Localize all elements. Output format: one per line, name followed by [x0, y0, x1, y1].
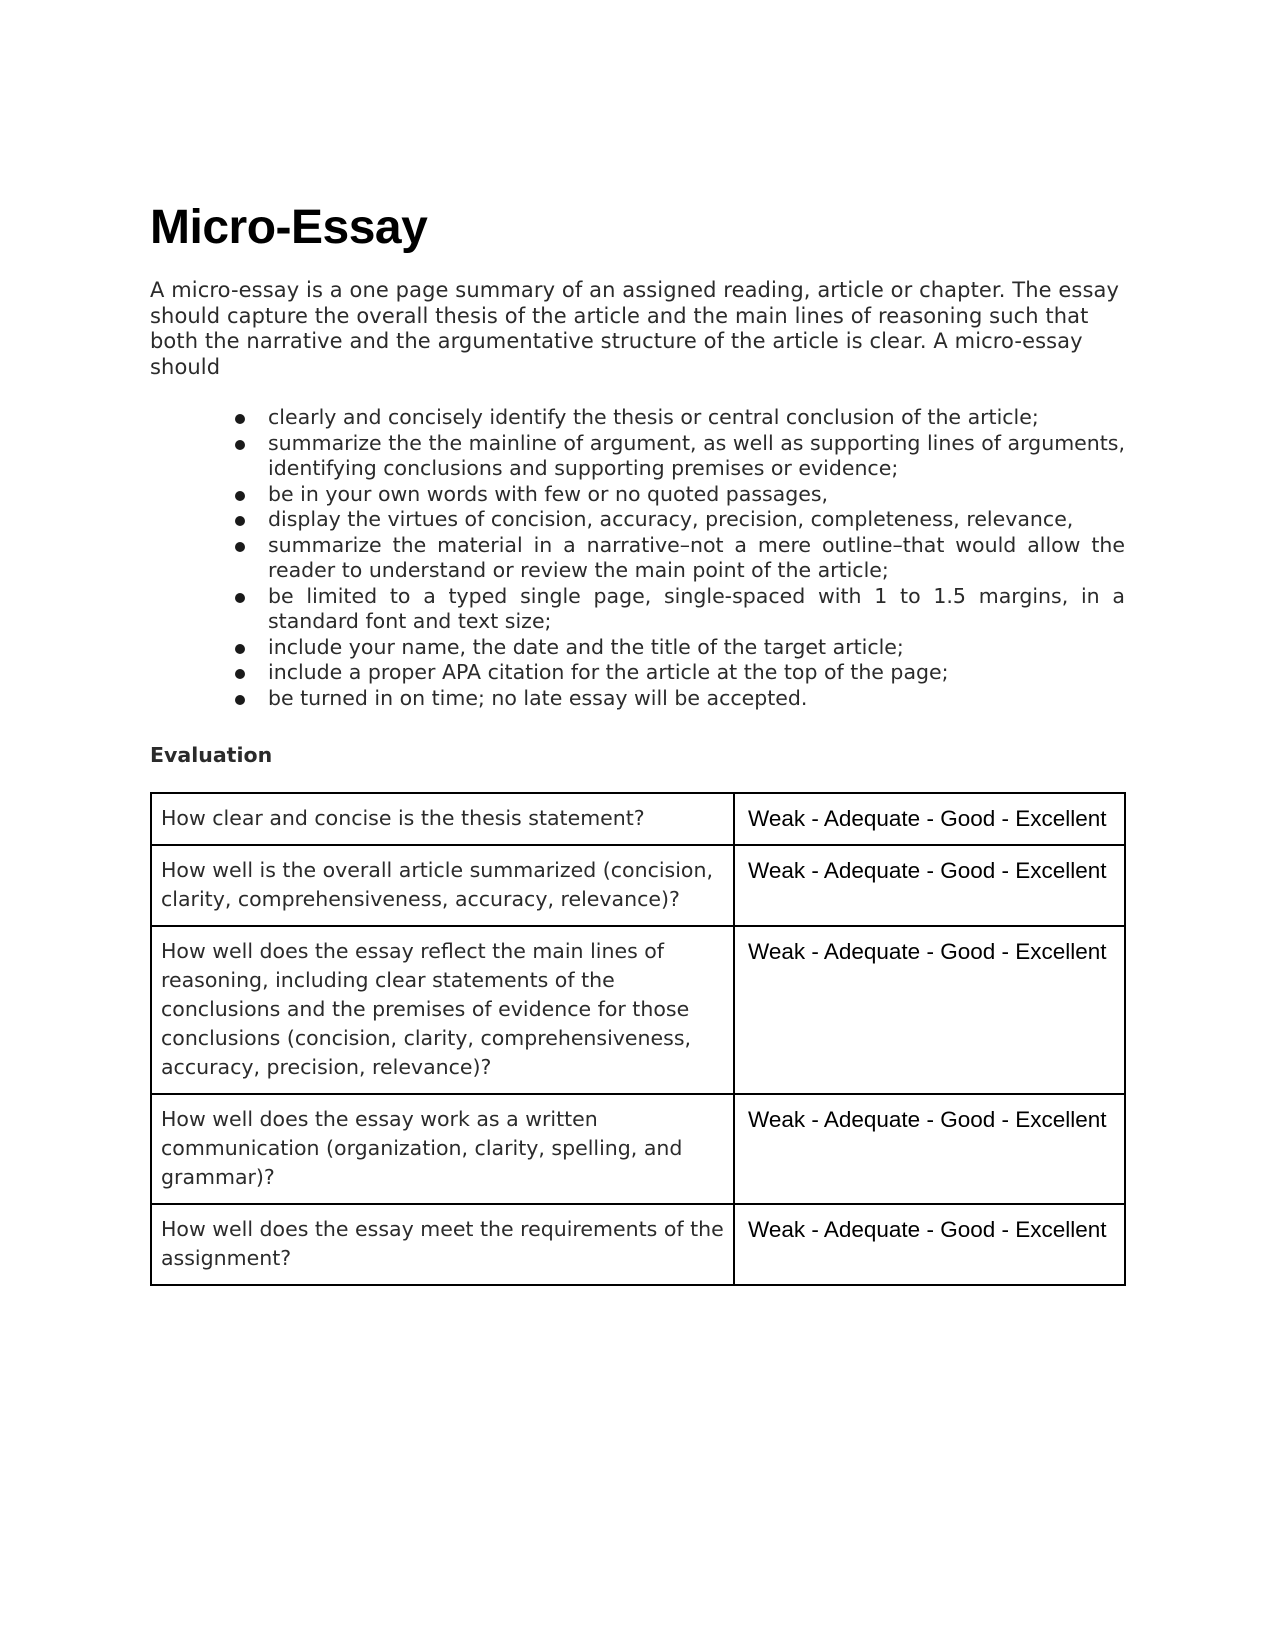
bullet-icon — [235, 695, 245, 705]
list-item-text: be turned in on time; no late essay will be accepted. — [268, 685, 808, 710]
list-item — [150, 686, 1125, 712]
table-row — [151, 793, 1125, 845]
bullet-icon — [235, 440, 245, 450]
list-item-text: include your name, the date and the title of the target article; — [268, 634, 904, 659]
table-row — [151, 1204, 1125, 1285]
evaluation-heading: Evaluation — [150, 743, 273, 767]
list-item — [150, 507, 1125, 533]
bullet-icon — [235, 491, 245, 501]
bullet-icon — [235, 542, 245, 552]
list-item — [150, 533, 1125, 584]
bullet-icon — [235, 593, 245, 603]
table-row — [151, 926, 1125, 1094]
intro-paragraph: A micro-essay is a one page summary of an assigned reading, article or chapter. The essay should capture the overall thesis of the article and the main lines of reasoning such that both the narrative and the argumentative structure of the article is clear. A micro-essay should — [150, 278, 1120, 379]
rating-scale: Weak - Adequate - Good - Excellent — [734, 926, 1125, 1094]
list-item-text: be limited to a typed single page, single-spaced with 1 to 1.5 margins, in a standard font and text size; — [268, 583, 1125, 633]
evaluation-question: How clear and concise is the thesis statement? — [151, 793, 734, 845]
list-item-text: be in your own words with few or no quoted passages, — [268, 481, 829, 506]
list-item-text: clearly and concisely identify the thesis or central conclusion of the article; — [268, 405, 1039, 429]
requirements-list — [150, 405, 1125, 711]
evaluation-question: How well does the essay meet the requirements of the assignment? — [151, 1204, 734, 1285]
list-item — [150, 431, 1125, 482]
list-item-text: summarize the the mainline of argument, as well as supporting lines of arguments, identifying conclusions and supporting premises or evidence; — [268, 430, 1125, 480]
list-item — [150, 482, 1125, 508]
list-item-text: include a proper APA citation for the article at the top of the page; — [268, 660, 949, 684]
table-row — [151, 1094, 1125, 1204]
page-title: Micro-Essay — [150, 201, 428, 254]
evaluation-question: How well does the essay reflect the main lines of reasoning, including clear statements of the conclusions and the premises of evidence for those conclusions (concision, clarity, comprehensiveness, accuracy, precision, relevance)? — [151, 926, 734, 1094]
table-row — [151, 845, 1125, 926]
list-item — [150, 405, 1125, 431]
list-item — [150, 635, 1125, 661]
list-item — [150, 584, 1125, 635]
bullet-icon — [235, 644, 245, 654]
bullet-icon — [235, 669, 245, 679]
evaluation-question: How well is the overall article summarized (concision, clarity, comprehensiveness, accuracy, relevance)? — [151, 845, 734, 926]
rating-scale: Weak - Adequate - Good - Excellent — [734, 1204, 1125, 1285]
evaluation-question: How well does the essay work as a written communication (organization, clarity, spelling, and grammar)? — [151, 1094, 734, 1204]
rating-scale: Weak - Adequate - Good - Excellent — [734, 845, 1125, 926]
bullet-icon — [235, 414, 245, 424]
rating-scale: Weak - Adequate - Good - Excellent — [734, 1094, 1125, 1204]
list-item-text: summarize the material in a narrative–not a mere outline–that would allow the reader to understand or review the main point of the article; — [268, 532, 1125, 582]
bullet-icon — [235, 516, 245, 526]
list-item-text: display the virtues of concision, accuracy, precision, completeness, relevance, — [268, 507, 1074, 531]
evaluation-table — [150, 792, 1126, 1286]
rating-scale: Weak - Adequate - Good - Excellent — [734, 793, 1125, 845]
list-item — [150, 660, 1125, 686]
